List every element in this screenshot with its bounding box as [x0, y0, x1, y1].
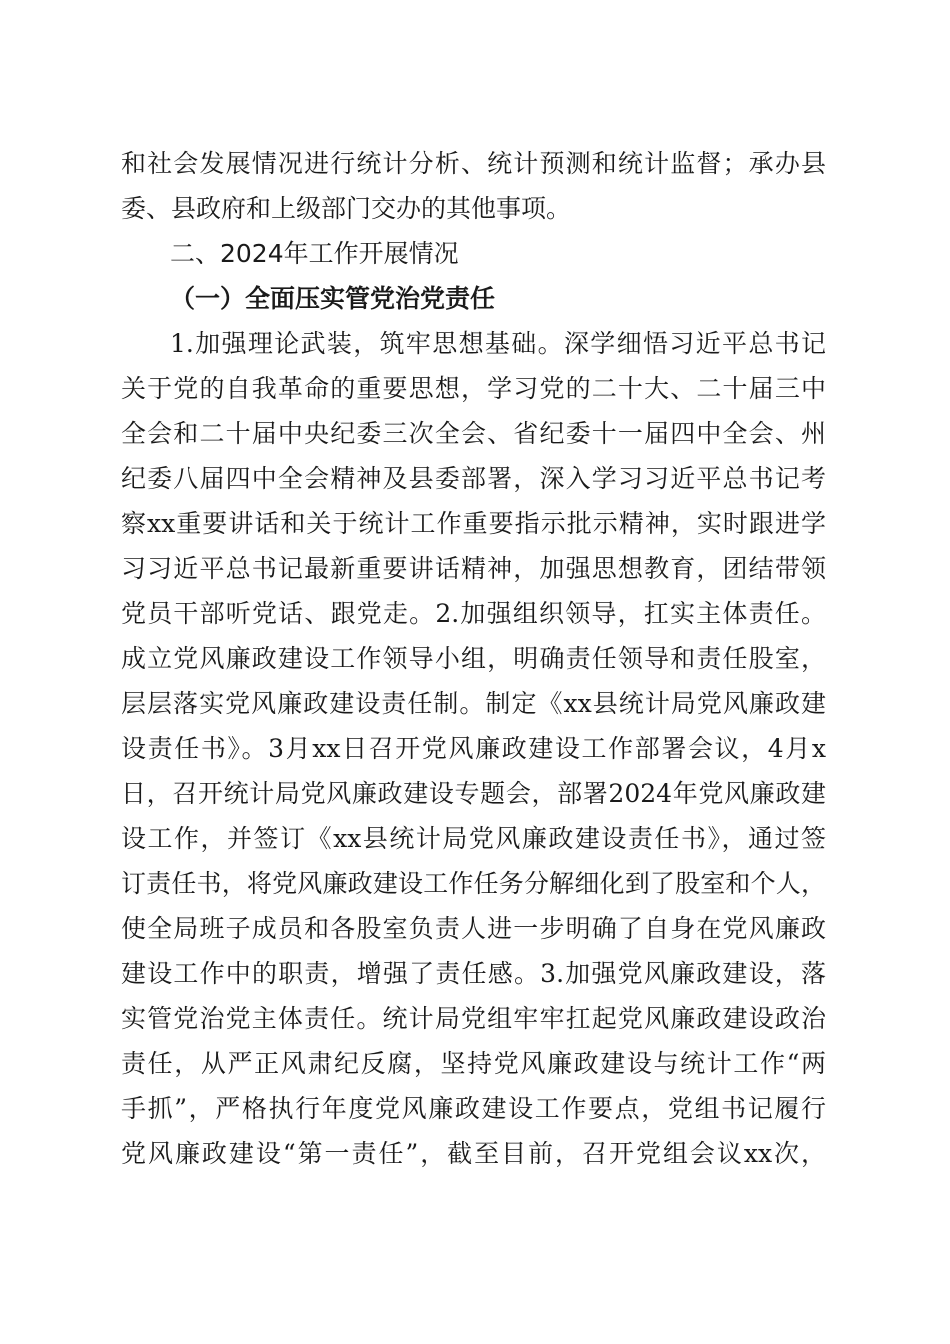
body-text-line: 成立党风廉政建设工作领导小组，明确责任领导和责任股室，: [121, 644, 826, 673]
body-text-line: 习习近平总书记最新重要讲话精神，加强思想教育，团结带领: [121, 554, 826, 583]
section-heading: 二、2024年工作开展情况: [170, 239, 459, 268]
body-text-line: 全会和二十届中央纪委三次全会、省纪委十一届四中全会、州: [121, 419, 826, 448]
body-text-line: 纪委八届四中全会精神及县委部署，深入学习习近平总书记考: [121, 464, 826, 493]
body-text-line: 实管党治党主体责任。统计局党组牢牢扛起党风廉政建设政治: [121, 1004, 826, 1033]
body-text-line: 委、县政府和上级部门交办的其他事项。: [121, 194, 572, 223]
body-text-line: 察xx重要讲话和关于统计工作重要指示批示精神，实时跟进学: [121, 509, 826, 538]
subsection-heading: （一）全面压实管党治党责任: [170, 284, 496, 313]
body-text-line: 手抓”，严格执行年度党风廉政建设工作要点，党组书记履行: [121, 1094, 826, 1123]
body-text-line: 建设工作中的职责，增强了责任感。3.加强党风廉政建设，落: [121, 959, 826, 988]
body-text-line: 1.加强理论武装，筑牢思想基础。深学细悟习近平总书记: [170, 329, 826, 358]
body-text-line: 层层落实党风廉政建设责任制。制定《xx县统计局党风廉政建: [121, 689, 826, 718]
body-text-line: 党员干部听党话、跟党走。2.加强组织领导，扛实主体责任。: [121, 599, 826, 628]
body-text-line: 日，召开统计局党风廉政建设专题会，部署2024年党风廉政建: [121, 779, 826, 808]
body-text-line: 设工作，并签订《xx县统计局党风廉政建设责任书》，通过签: [121, 824, 826, 853]
body-text-line: 关于党的自我革命的重要思想，学习党的二十大、二十届三中: [121, 374, 826, 403]
body-text-line: 设责任书》。3月xx日召开党风廉政建设工作部署会议，4月x: [121, 734, 826, 763]
body-text-line: 使全局班子成员和各股室负责人进一步明确了自身在党风廉政: [121, 914, 826, 943]
body-text-line: 订责任书，将党风廉政建设工作任务分解细化到了股室和个人，: [121, 869, 826, 898]
body-text-line: 和社会发展情况进行统计分析、统计预测和统计监督；承办县: [121, 149, 826, 178]
body-text-line: 责任，从严正风肃纪反腐，坚持党风廉政建设与统计工作“两: [121, 1049, 826, 1078]
body-text-line: 党风廉政建设“第一责任”，截至目前，召开党组会议xx次，: [121, 1139, 826, 1168]
